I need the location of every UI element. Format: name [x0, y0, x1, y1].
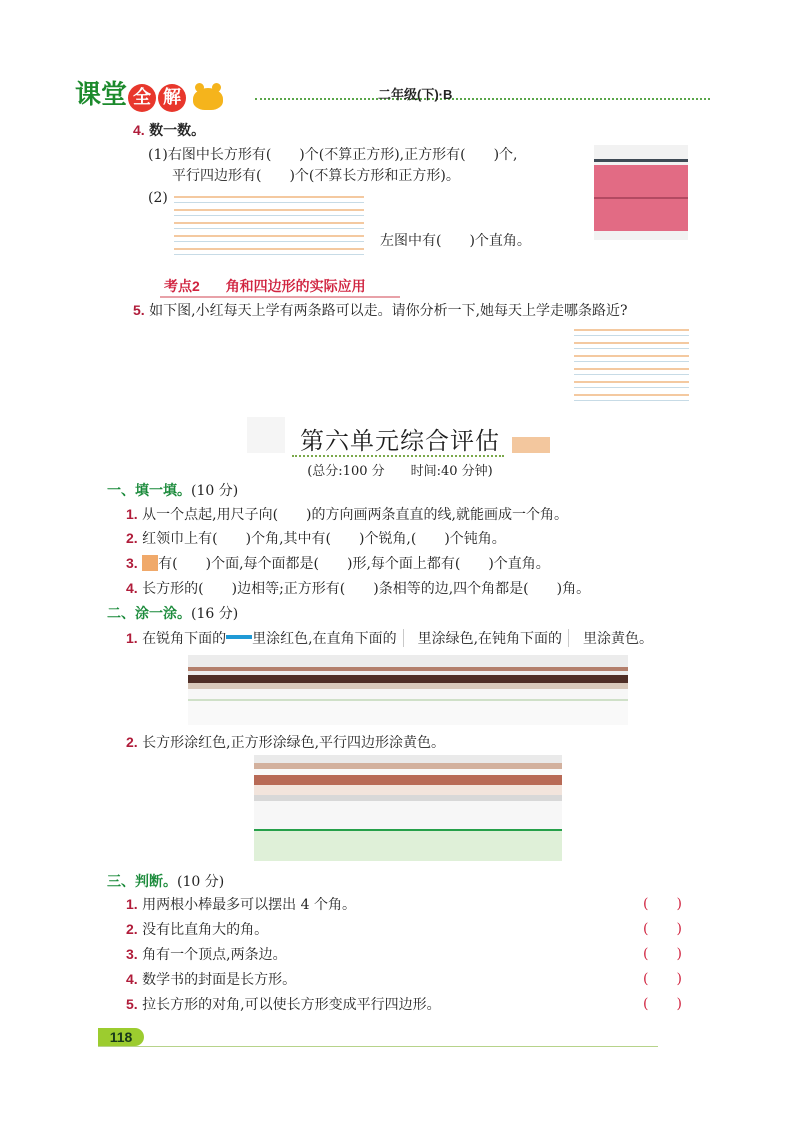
item-number: 3.	[126, 946, 138, 962]
item-text: 用两根小棒最多可以摆出 4 个角。	[142, 897, 356, 913]
angles-figure	[188, 655, 628, 725]
title-underline	[292, 455, 504, 457]
item-number: 1.	[126, 506, 138, 522]
judge-item-1	[126, 894, 356, 915]
judge-item-2	[126, 919, 268, 940]
cuboid-icon	[142, 555, 158, 571]
score-time: (总分:100 分 时间:40 分钟)	[307, 464, 493, 479]
figure-line	[594, 159, 688, 162]
section-points: (10 分)	[177, 874, 225, 890]
item-number: 1.	[126, 896, 138, 912]
item-number: 2.	[126, 734, 138, 750]
logo-char: 课	[75, 80, 102, 110]
right-angle-figure	[174, 190, 364, 260]
item-number: 4.	[126, 971, 138, 987]
color-item-1	[126, 628, 653, 649]
judge-item-4	[126, 969, 296, 990]
fill-item-2	[126, 528, 506, 549]
item-text: 里涂绿色,在钝角下面的	[417, 631, 563, 647]
kaodian-label: 考点2	[164, 278, 200, 294]
item-number: 4.	[126, 580, 138, 596]
rectangles-figure	[594, 145, 688, 240]
item-text: 数学书的封面是长方形。	[142, 972, 297, 988]
color-box-icon	[568, 629, 577, 647]
section-3-heading	[107, 871, 224, 891]
item-text: 角有一个顶点,两条边。	[142, 947, 287, 963]
question-title: 数一数。	[149, 122, 206, 138]
bear-icon	[193, 88, 223, 110]
page-number: 118	[98, 1028, 144, 1046]
item-text: 里涂红色,在直角下面的	[252, 631, 397, 647]
unit-title-wrap	[0, 421, 800, 456]
color-box-icon	[403, 629, 412, 647]
route-map-figure	[574, 323, 689, 407]
question-text: 如下图,小红每天上学有两条路可以走。请你分析一下,她每天上学走哪条路近?	[149, 303, 628, 319]
header-logo	[75, 74, 223, 112]
answer-paren: ( )	[643, 921, 682, 937]
answer-paren: ( )	[643, 896, 682, 912]
section-title: 三、判断。	[107, 873, 177, 889]
answer-paren: ( )	[643, 996, 682, 1012]
answer-paren: ( )	[643, 971, 682, 987]
question-5	[133, 300, 628, 321]
grade-label: 二年级(下)·B	[378, 87, 453, 102]
item-text: 有( )个面,每个面都是( )形,每个面上都有( )个直角。	[158, 556, 550, 572]
item-text: 里涂黄色。	[583, 631, 654, 647]
fill-item-1	[126, 504, 568, 525]
kaodian-underline	[160, 296, 400, 298]
fill-item-3	[126, 553, 550, 574]
item-number: 3.	[126, 555, 138, 571]
question-4-part1: (1)右图中长方形有( )个(不算正方形),正方形有( )个,	[148, 147, 518, 163]
shapes-figure	[254, 755, 562, 861]
logo-char: 堂	[101, 80, 128, 110]
judge-item-5	[126, 994, 441, 1015]
unit-title: 第六单元综合评估	[300, 427, 500, 455]
item-text: 没有比直角大的角。	[142, 922, 269, 938]
item-number: 2.	[126, 530, 138, 546]
item-text: 长方形的( )边相等;正方形有( )条相等的边,四个角都是( )角。	[142, 581, 591, 597]
question-4-part2: 左图中有( )个直角。	[380, 233, 531, 249]
section-1-heading	[107, 480, 238, 500]
logo-char: 解	[158, 84, 186, 112]
question-4-part1-cont: 平行四边形有( )个(不算长方形和正方形)。	[172, 168, 460, 184]
kaodian-title: 角和四边形的实际应用	[225, 278, 366, 294]
item-text: 红领巾上有( )个角,其中有( )个锐角,( )个钝角。	[142, 531, 506, 547]
judge-item-3	[126, 944, 287, 965]
header-divider	[255, 98, 710, 100]
fill-item-4	[126, 578, 590, 599]
item-number: 5.	[126, 996, 138, 1012]
question-4-part2-label: (2)	[148, 190, 168, 206]
question-4-title	[133, 120, 205, 141]
color-box-icon	[226, 635, 252, 639]
section-points: (10 分)	[191, 483, 239, 499]
item-text: 从一个点起,用尺子向( )的方向画两条直直的线,就能画成一个角。	[142, 507, 568, 523]
footer-line	[98, 1046, 658, 1047]
item-number: 1.	[126, 630, 138, 646]
kaodian-heading	[164, 276, 366, 296]
item-text: 拉长方形的对角,可以使长方形变成平行四边形。	[142, 997, 441, 1013]
figure-shape	[594, 165, 688, 231]
answer-paren: ( )	[643, 946, 682, 962]
question-number: 5.	[133, 302, 145, 318]
section-2-heading	[107, 603, 238, 623]
section-title: 二、涂一涂。	[107, 605, 191, 621]
logo-char: 全	[128, 84, 156, 112]
question-number: 4.	[133, 122, 145, 138]
section-title: 一、填一填。	[107, 482, 191, 498]
item-number: 2.	[126, 921, 138, 937]
item-text: 在锐角下面的	[142, 631, 227, 647]
section-points: (16 分)	[191, 606, 239, 622]
color-item-2	[126, 732, 445, 753]
item-text: 长方形涂红色,正方形涂绿色,平行四边形涂黄色。	[142, 735, 446, 751]
